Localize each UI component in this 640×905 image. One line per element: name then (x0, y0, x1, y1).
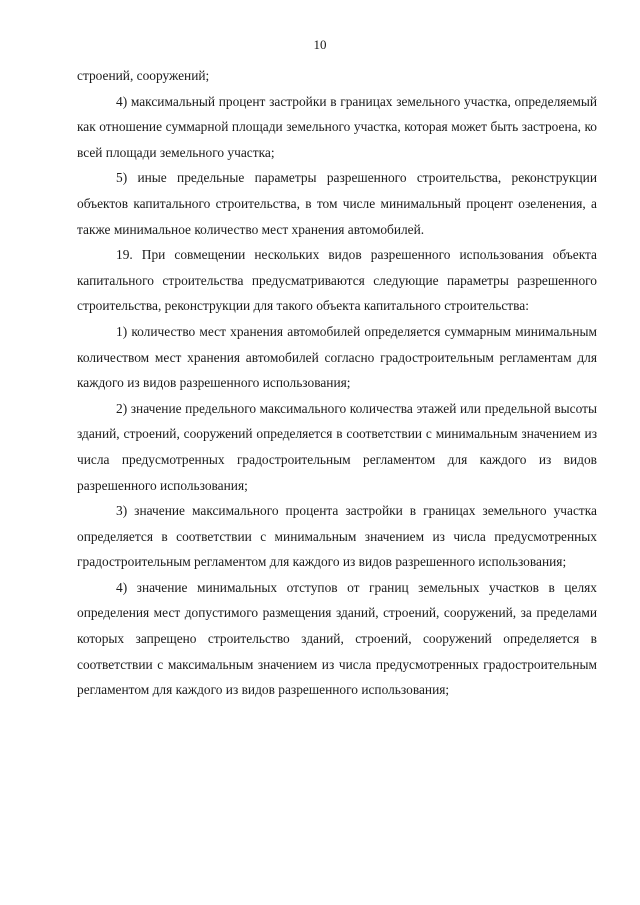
paragraph-item-5-other-parameters: 5) иные предельные параметры разрешенного строительства, реконструкции объектов капитального строительства, в том числе минимальный процент озеленения, а также минимальное количество мест хранения автомобилей. (77, 170, 597, 237)
paragraph-item-4-building-percentage: 4) максимальный процент застройки в границах земельного участка, определяемый как отношение суммарной площади земельного участка, которая может быть застроена, ко всей площади земельного участка; (77, 93, 597, 160)
paragraph-subitem-3-building-percentage: 3) значение максимального процента застройки в границах земельного участка определяется в соответствии с минимальным значением из числа предусмотренных градостроительным регламентом для каждого из видов разрешенного использования; (77, 503, 597, 570)
paragraph-subitem-2-floors-height: 2) значение предельного максимального количества этажей или предельной высоты зданий, строений, сооружений определяется в соответствии с минимальным значением из числа предусмотренных градостроительным регламентом для каждого из видов разрешенного использования; (77, 400, 597, 493)
paragraph-subitem-1-parking: 1) количество мест хранения автомобилей определяется суммарным минимальным количеством мест хранения автомобилей согласно градостроительным регламентам для каждого из видов разрешенного использования; (77, 323, 597, 391)
paragraph-section-19: 19. При совмещении нескольких видов разрешенного использования объекта капитального строительства предусматриваются следующие параметры разрешенного строительства, реконструкции для такого объекта капитального строительства: (77, 247, 597, 314)
page-number: 10 (313, 37, 327, 52)
document-body (77, 63, 597, 703)
paragraph-subitem-4-setbacks: 4) значение минимальных отступов от границ земельных участков в целях определения мест допустимого размещения зданий, строений, сооружений, за пределами которых запрещено строительство зданий, строений, сооружений определяется в соответствии с максимальным значением из числа предусмотренных градостроительным регламентом для каждого из видов разрешенного использования; (77, 579, 597, 698)
paragraph-continuation: строений, сооружений; (77, 68, 210, 83)
